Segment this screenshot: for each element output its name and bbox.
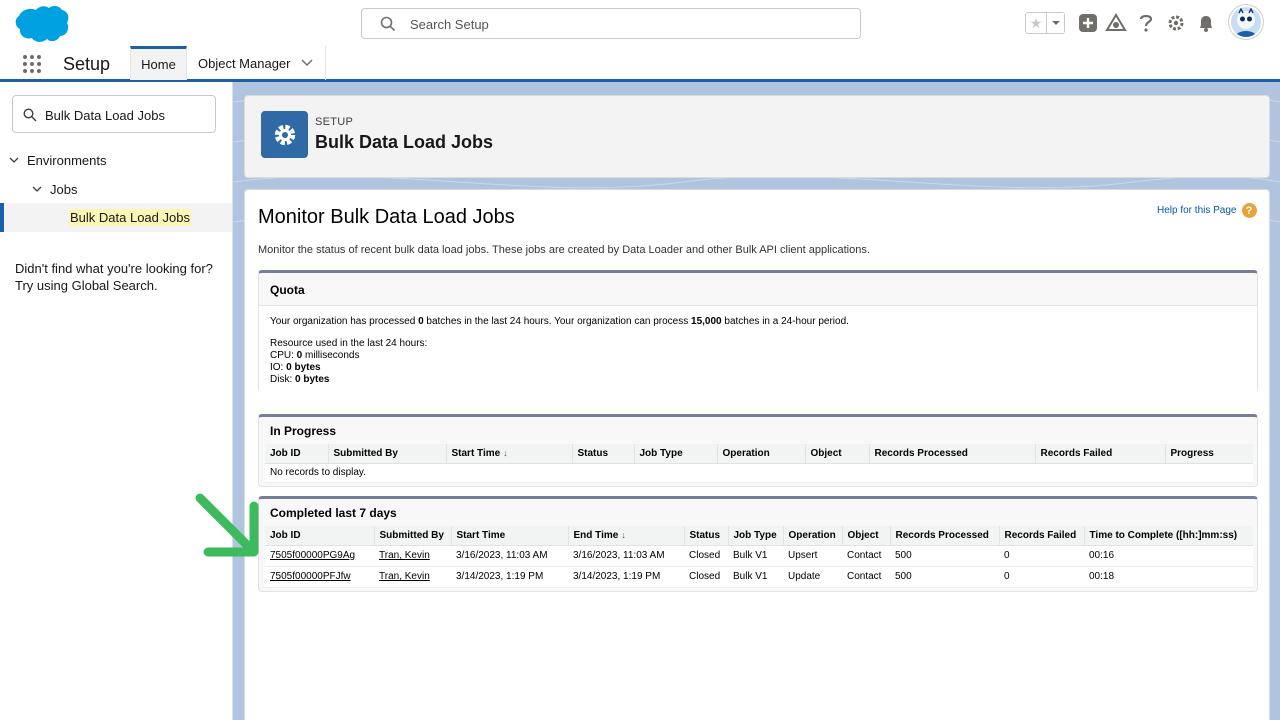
salesforce-logo[interactable] [12, 4, 70, 44]
sidebar-help-text [15, 260, 225, 294]
avatar[interactable] [1229, 5, 1263, 39]
table-header-row [265, 526, 1253, 545]
tree-item-bulk-label: Bulk Data Load Jobs [70, 210, 190, 225]
tree-item-jobs-label: Jobs [50, 181, 78, 197]
job-type-cell: Bulk V1 [728, 566, 783, 587]
quota-section [258, 270, 1258, 392]
column-header[interactable]: Job ID [265, 526, 374, 545]
records-processed-cell: 500 [890, 566, 999, 587]
quota-summary [270, 316, 1246, 328]
tree-item-environments-label: Environments [27, 152, 107, 168]
search-icon [380, 16, 396, 32]
setup-gear-icon [261, 111, 308, 158]
quota-text-mid: batches in the last 24 hours. Your organization can process [423, 316, 692, 327]
start-time-cell: 3/16/2023, 11:03 AM [451, 545, 568, 566]
cpu-label: CPU: [270, 350, 297, 361]
start-time-cell: 3/14/2023, 1:19 PM [451, 566, 568, 587]
search-icon [23, 108, 37, 122]
job-id-cell [265, 545, 374, 566]
table-row [265, 545, 1253, 566]
page-header [244, 95, 1270, 178]
completed-table [265, 526, 1253, 588]
completed-title: Completed last 7 days [270, 506, 397, 520]
column-header[interactable]: Records Processed [890, 526, 999, 545]
help-for-this-page-link[interactable] [1157, 203, 1257, 218]
tab-object-manager[interactable] [188, 46, 326, 80]
sidebar-help-line-2: Try using Global Search. [15, 278, 158, 293]
sidebar-help-line-1: Didn't find what you're looking for? [15, 261, 213, 276]
in-progress-title: In Progress [270, 424, 337, 438]
operation-cell: Upsert [783, 545, 842, 566]
column-header[interactable]: Job ID [265, 444, 328, 463]
resource-heading: Resource used in the last 24 hours: [270, 338, 428, 349]
in-progress-section [258, 414, 1258, 487]
global-header [0, 0, 1280, 46]
column-header[interactable]: Records Processed [869, 444, 1035, 463]
cpu-value: 0 [296, 350, 303, 361]
quota-title: Quota [270, 283, 305, 297]
content-description: Monitor the status of recent bulk data load jobs. These jobs are created by Data Loader and other Bulk API client applications. [258, 244, 870, 256]
chevron-down-icon[interactable] [32, 184, 42, 194]
object-cell: Contact [842, 545, 890, 566]
disk-label: Disk: [270, 374, 295, 385]
job-id-link[interactable]: 7505f00000PFJfw [270, 571, 351, 582]
records-processed-cell: 500 [890, 545, 999, 566]
quota-text-post: batches in a 24-hour period. [721, 316, 849, 327]
completed-section [258, 496, 1258, 592]
column-header-end-time[interactable] [568, 526, 684, 545]
annotation-arrow-icon [192, 490, 264, 562]
disk-usage [270, 374, 1246, 386]
quota-body [259, 305, 1257, 392]
favorites-control[interactable] [1025, 12, 1065, 34]
table-header-row [265, 444, 1253, 463]
page-eyebrow: SETUP [315, 116, 354, 128]
favorites-dropdown-icon[interactable] [1046, 13, 1064, 33]
help-question-icon[interactable]: ? [1242, 203, 1257, 218]
add-icon[interactable] [1077, 12, 1099, 34]
app-name: Setup [63, 54, 111, 74]
object-cell: Contact [842, 566, 890, 587]
column-header[interactable]: Operation [783, 526, 842, 545]
submitted-by-link[interactable]: Tran, Kevin [379, 571, 430, 582]
records-failed-cell: 0 [999, 566, 1084, 587]
submitted-by-link[interactable]: Tran, Kevin [379, 550, 430, 561]
help-icon[interactable] [1135, 12, 1157, 34]
column-header-label: Start Time [451, 447, 501, 459]
no-records-text: No records to display. [265, 463, 1253, 482]
app-nav-bar [0, 46, 1280, 82]
column-header[interactable]: Time to Complete ([hh:]mm:ss) [1084, 526, 1253, 545]
column-header[interactable]: Submitted By [328, 444, 446, 463]
setup-sidebar [0, 82, 232, 720]
chevron-down-icon[interactable] [301, 59, 313, 67]
io-label: IO: [270, 362, 287, 373]
column-header[interactable]: Object [842, 526, 890, 545]
quota-text-pre: Your organization has processed [270, 316, 419, 327]
batch-limit-value: 15,000 [691, 316, 722, 327]
job-id-cell [265, 566, 374, 587]
tree-item-bulk-data-load-jobs[interactable] [0, 203, 232, 232]
column-header[interactable]: Records Failed [999, 526, 1084, 545]
status-cell: Closed [684, 545, 728, 566]
bell-icon[interactable] [1195, 12, 1217, 34]
column-header[interactable]: Status [572, 444, 634, 463]
content-title: Monitor Bulk Data Load Jobs [258, 206, 515, 228]
trailhead-icon[interactable] [1105, 12, 1127, 34]
help-link-label[interactable]: Help for this Page [1157, 205, 1237, 216]
status-cell: Closed [684, 566, 728, 587]
cpu-unit: milliseconds [302, 350, 360, 361]
job-id-link[interactable]: 7505f00000PG9Ag [270, 550, 356, 561]
page-title: Bulk Data Load Jobs [315, 132, 494, 152]
cpu-usage [270, 350, 1246, 362]
io-usage [270, 362, 1246, 374]
disk-value: 0 bytes [295, 374, 330, 385]
quick-find-input[interactable] [45, 105, 210, 125]
in-progress-table [265, 444, 1253, 483]
column-header[interactable]: Start Time [451, 526, 568, 545]
sort-arrow-icon[interactable]: ↓ [621, 529, 626, 540]
records-failed-cell: 0 [999, 545, 1084, 566]
global-search-box[interactable] [361, 8, 861, 39]
column-header[interactable]: Status [684, 526, 728, 545]
global-search-input[interactable] [410, 14, 840, 34]
tab-object-manager-label: Object Manager [198, 55, 291, 71]
column-header[interactable]: Job Type [634, 444, 717, 463]
column-header-label: End Time [573, 529, 619, 541]
batches-processed-value: 0 [418, 316, 424, 327]
tab-home[interactable]: Home [130, 46, 187, 80]
favorites-star-icon[interactable]: ★ [1029, 14, 1043, 31]
gear-icon[interactable] [1165, 12, 1187, 34]
table-row [265, 566, 1253, 587]
column-header[interactable]: Progress [1165, 444, 1253, 463]
chevron-down-icon[interactable] [9, 155, 19, 165]
quick-find-box[interactable] [12, 95, 216, 133]
io-value: 0 bytes [286, 362, 321, 373]
column-header[interactable]: Operation [717, 444, 805, 463]
column-header[interactable]: Job Type [728, 526, 783, 545]
submitted-by-cell [374, 566, 451, 587]
main-area [232, 82, 1280, 720]
operation-cell: Update [783, 566, 842, 587]
time-to-complete-cell: 00:16 [1084, 545, 1253, 566]
tree-item-environments[interactable] [0, 146, 232, 174]
sort-arrow-icon[interactable]: ↓ [503, 447, 508, 458]
column-header[interactable]: Records Failed [1035, 444, 1165, 463]
column-header-start-time[interactable] [446, 444, 572, 463]
content-panel [244, 189, 1270, 720]
column-header[interactable]: Object [805, 444, 869, 463]
end-time-cell: 3/16/2023, 11:03 AM [568, 545, 684, 566]
table-row [265, 463, 1253, 482]
column-header[interactable]: Submitted By [374, 526, 451, 545]
tree-item-jobs[interactable] [0, 175, 232, 203]
submitted-by-cell [374, 545, 451, 566]
time-to-complete-cell: 00:18 [1084, 566, 1253, 587]
end-time-cell: 3/14/2023, 1:19 PM [568, 566, 684, 587]
app-launcher-icon[interactable] [22, 54, 42, 74]
job-type-cell: Bulk V1 [728, 545, 783, 566]
